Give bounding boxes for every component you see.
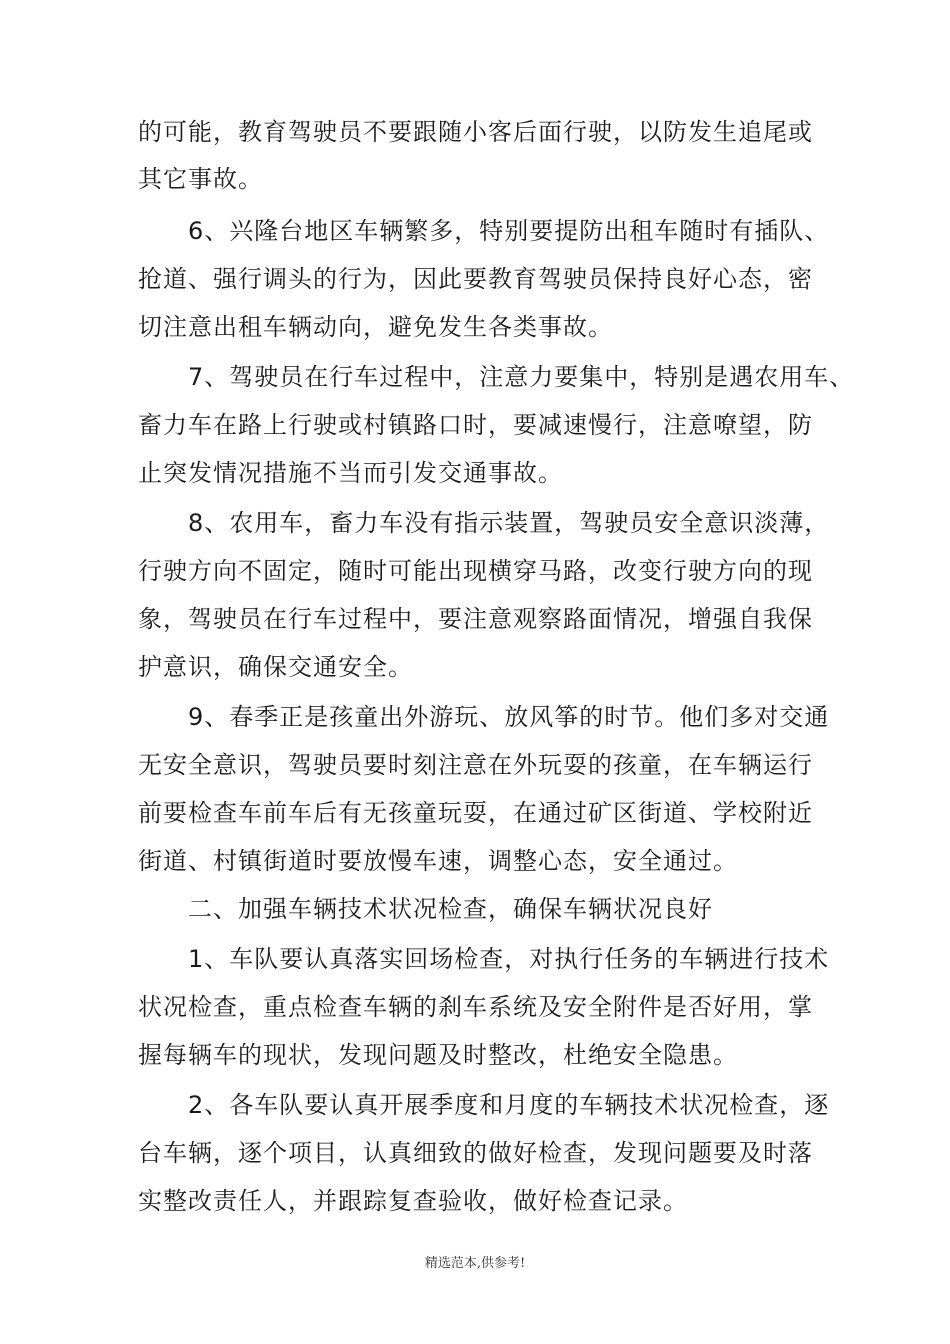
text-line: 行驶方向不固定，随时可能出现横穿马路，改变行驶方向的现	[138, 557, 813, 585]
text-line: 台车辆，逐个项目，认真细致的做好检查，发现问题要及时落	[138, 1139, 813, 1167]
text-line: 街道、村镇街道时要放慢车速，调整心态，安全通过。	[138, 847, 738, 875]
text-line: 护意识，确保交通安全。	[138, 653, 413, 681]
paragraph-6-start: 6、兴隆台地区车辆繁多，特别要提防出租车随时有插队、	[188, 217, 830, 245]
text-line: 状况检查，重点检查车辆的刹车系统及安全附件是否好用，掌	[138, 993, 813, 1021]
paragraph-2-start: 2、各车队要认真开展季度和月度的车辆技术状况检查，逐	[188, 1091, 830, 1119]
text-line: 无安全意识，驾驶员要时刻注意在外玩耍的孩童，在车辆运行	[138, 751, 813, 779]
text-line: 其它事故。	[138, 165, 263, 193]
text-line: 切注意出租车辆动向，避免发生各类事故。	[138, 313, 613, 341]
paragraph-7-start: 7、驾驶员在行车过程中，注意力要集中，特别是遇农用车、	[188, 363, 855, 391]
text-line: 象，驾驶员在行车过程中，要注意观察路面情况，增强自我保	[138, 605, 813, 633]
text-line: 抢道、强行调头的行为，因此要教育驾驶员保持良好心态，密	[138, 265, 813, 293]
text-line: 握每辆车的现状，发现问题及时整改，杜绝安全隐患。	[138, 1041, 738, 1069]
text-line: 的可能，教育驾驶员不要跟随小客后面行驶，以防发生追尾或	[138, 118, 813, 146]
paragraph-1-start: 1、车队要认真落实回场检查，对执行任务的车辆进行技术	[188, 945, 830, 973]
page-footer: 精选范本,供参考!	[424, 1256, 526, 1271]
text-line: 前要检查车前车后有无孩童玩耍，在通过矿区街道、学校附近	[138, 799, 813, 827]
paragraph-8-start: 8、农用车，畜力车没有指示装置，驾驶员安全意识淡薄，	[188, 509, 830, 537]
text-line: 实整改责任人，并跟踪复查验收，做好检查记录。	[138, 1187, 688, 1215]
text-line: 畜力车在路上行驶或村镇路口时，要减速慢行，注意嘹望，防	[138, 411, 813, 439]
paragraph-9-start: 9、春季正是孩童出外游玩、放风筝的时节。他们多对交通	[188, 703, 830, 731]
text-line: 止突发情况措施不当而引发交通事故。	[138, 459, 563, 487]
section-heading: 二、加强车辆技术状况检查，确保车辆状况良好	[188, 895, 713, 923]
